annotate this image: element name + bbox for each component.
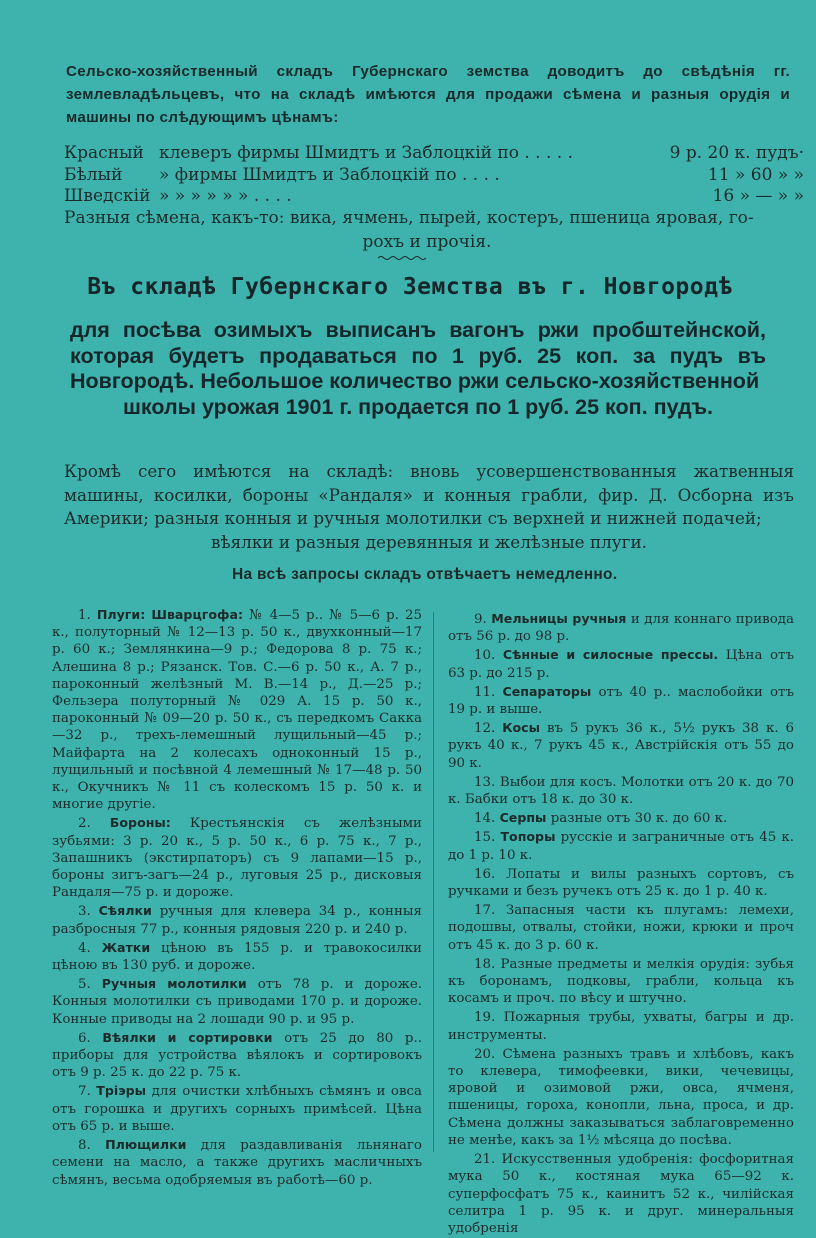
catalog-item-text: въ 5 рукъ 36 к., 5½ рукъ 38 к. 6 рукъ 40 к., 7 рукъ 45 к., Австрійскія отъ 55 до 90 к. xyxy=(448,721,795,771)
intro-paragraph: Сельско-хозяйственный складъ Губернскаго земства доводитъ до свѣдѣнія гг. землевладѣльцевъ, что на складѣ имѣются для продажи сѣмена и разныя орудія и машины по слѣдующимъ цѣнамъ: xyxy=(66,63,790,126)
catalog-item-number: 6. xyxy=(78,1030,91,1046)
rye-text: для посѣва озимыхъ выписанъ вагонъ ржи пробштейнской, которая будетъ продаваться по 1 руб. 25 коп. за пудъ въ Новгородѣ. Небольшое количество ржи сельско-хозяйственной xyxy=(70,318,766,393)
catalog-item-text: Крестьянскія съ желѣзными зубьями: 3 р. 20 к., 5 р. 50 к., 6 р. 75 к., 7 р., Запашникъ (экстирпаторъ) съ 9 лапами—15 р., бороны зигъ-загъ—24 р., луговыя 25 р., дисковыя Рандаля—75 р. и дороже. xyxy=(52,816,422,901)
catalog-item xyxy=(448,809,794,827)
price-item-price: 9 р. 20 к. пудъ· xyxy=(669,143,804,163)
catalog-item-text: разные отъ 30 к. до 60 к. xyxy=(550,811,728,827)
catalog-item-number: 13. xyxy=(474,774,496,790)
catalog-item-text: и для коннаго привода отъ 56 р. до 98 р. xyxy=(448,612,794,645)
catalog-item-text: отъ 78 р. и дороже. Конныя молотилки съ приводами 170 р. и дороже. Конные приводы на 2 лошади 90 р. и 95 р. xyxy=(52,977,422,1027)
catalog-item-text: Цѣна отъ 63 р. до 215 р. xyxy=(448,648,794,681)
catalog-item-number: 18. xyxy=(474,956,496,972)
price-item-detail: клеверъ фирмы Шмидтъ и Заблоцкій по . . . . . xyxy=(159,143,574,163)
catalog-item-title: Тріэры xyxy=(96,1083,147,1099)
catalog-item-title: Сѣнные и силосные прессы. xyxy=(502,647,719,663)
catalog-item-number: 1. xyxy=(78,608,91,623)
catalog-item-number: 8. xyxy=(78,1138,91,1154)
catalog-item-number: 21. xyxy=(474,1152,496,1168)
catalog-item-text: отъ 40 р.. маслобойки отъ 19 р. и выше. xyxy=(448,684,794,718)
catalog-item-number: 20. xyxy=(474,1046,496,1062)
price-item-price: 11 » 60 » » xyxy=(707,164,804,185)
catalog-item xyxy=(52,902,422,937)
rye-announcement xyxy=(70,318,766,420)
catalog-item xyxy=(448,901,794,954)
catalog-item-number: 5. xyxy=(78,977,91,993)
catalog-item xyxy=(448,683,794,718)
catalog-item-text: для раздавливанія льнянаго семени на масло, а также другихъ масличныхъ сѣмянъ, весьма одобряемыя въ работѣ—60 р. xyxy=(52,1138,422,1188)
besides-text: Кромѣ сего имѣются на складѣ: вновь усовершенствованныя жатвенныя машины, косилки, бороны «Рандаля» и конныя грабли, фир. Д. Осборна изъ Америки; разныя конныя и ручныя молотилки съ верхней и нижней подачей; xyxy=(64,461,794,528)
catalog-item-number: 17. xyxy=(474,903,496,919)
catalog-item-number: 10. xyxy=(474,648,496,664)
price-item-name: Красный xyxy=(64,143,144,163)
catalog-item-title: Мельницы ручныя xyxy=(491,611,627,626)
ornament-divider xyxy=(378,255,428,261)
catalog-item-text: русскіе и заграничные отъ 45 к. до 1 р. 10 к. xyxy=(448,830,794,863)
catalog-item-text: Выбои для косъ. Молотки отъ 20 к. до 70 к. Бабки отъ 18 к. до 30 к. xyxy=(448,774,794,808)
catalog-item xyxy=(448,1045,794,1149)
catalog-item xyxy=(448,865,794,900)
catalog-item xyxy=(448,646,794,681)
price-row xyxy=(64,165,804,187)
catalog-item-number: 11. xyxy=(474,684,496,700)
catalog-column-right xyxy=(448,610,794,1238)
price-row xyxy=(64,186,804,208)
column-divider xyxy=(433,612,434,1152)
catalog-item xyxy=(448,719,794,772)
catalog-item-text: цѣною въ 155 р. и травокосилки цѣною въ 130 руб. и дороже. xyxy=(52,940,422,974)
catalog-item-text: для очистки хлѣбныхъ сѣмянъ и овса отъ горошка и другихъ сорныхъ примѣсей. Цѣна отъ 65 р. и выше. xyxy=(52,1084,423,1134)
catalog-item-title: Сепараторы xyxy=(502,683,592,699)
catalog-item-number: 9. xyxy=(474,612,487,627)
rye-text-last: школы урожая 1901 г. продается по 1 руб. 25 коп. пудъ. xyxy=(122,394,714,419)
catalog-item xyxy=(52,606,422,813)
catalog-item-number: 15. xyxy=(474,830,496,846)
catalog-item-text: Лопаты и вилы разныхъ сортовъ, съ ручками и безъ ручекъ отъ 25 к. до 1 р. 40 к. xyxy=(448,866,794,900)
price-item-name: Шведскій xyxy=(64,186,151,206)
catalog-item xyxy=(52,975,422,1028)
seeds-line: Разныя сѣмена, какъ-то: вика, ячмень, пырей, костеръ, пшеница яровая, го- xyxy=(64,208,754,228)
catalog-item xyxy=(448,1150,794,1237)
catalog-item-number: 2. xyxy=(78,816,91,832)
catalog-item xyxy=(448,1008,794,1043)
catalog-item xyxy=(52,1136,422,1189)
catalog-item-title: Сѣялки xyxy=(98,903,152,919)
price-item-name: Бѣлый xyxy=(64,164,123,185)
catalog-item-text: ручныя для клевера 34 р., конныя разбросныя 77 р., конныя рядовыя 220 р. и 240 р. xyxy=(52,904,422,937)
seeds-line: рохъ и прочія. xyxy=(362,232,492,252)
catalog-item-title: Вѣялки и сортировки xyxy=(102,1029,273,1045)
catalog-item-text: Искусственныя удобренія: фосфоритная мука 50 к., костяная мука 65—92 к. суперфосфатъ 75 к., каинитъ 52 к., чилійская селитра 1 р. 95 к. и друг. минеральныя удобренія xyxy=(448,1152,794,1236)
catalog-item-title: Топоры xyxy=(500,829,556,845)
catalog-item-text: Запасныя части къ плугамъ: лемехи, подошвы, отвалы, стойки, ножи, крюки и проч отъ 45 к. до 3 р. 60 к. xyxy=(448,903,794,953)
seeds-paragraph xyxy=(64,206,780,254)
reply-notice: На всѣ запросы складъ отвѣчаетъ немедленно. xyxy=(232,566,618,583)
catalog-item-title: Косы xyxy=(502,720,541,736)
catalog-item-text: Пожарныя трубы, ухваты, багры и др. инструменты. xyxy=(448,1010,794,1043)
catalog-item xyxy=(52,1029,422,1082)
catalog-item-title: Бороны: xyxy=(109,815,171,831)
catalog-item xyxy=(448,610,794,645)
catalog-item-title: Плуги: Шварцгофа: xyxy=(96,607,244,622)
price-item-detail: » фирмы Шмидтъ и Заблоцкій по . . . . xyxy=(159,164,500,185)
catalog-item xyxy=(448,773,794,808)
catalog-item xyxy=(52,814,422,901)
catalog-item-number: 4. xyxy=(78,940,91,956)
catalog-item-title: Плющилки xyxy=(105,1137,187,1153)
price-row xyxy=(64,143,804,165)
catalog-item-text: № 4—5 р.. № 5—6 р. 25 к., полуторный № 12—13 р. 50 к., двухконный—17 р. 60 к.; Землянкина—9 р.; Федорова 8 р. 75 к.; Алешина 8 р.; Рязанск. Тов. С.—6 р. 50 к., А. 7 р., пароконный желѣзный М. В.—14 р., Д.—25 р.; Фельзера полуторный № 029 А. 15 р. 50 к., пароконный № 09—20 р. 50 к., съ передкомъ Сакка—32 р., трехъ-лемешный лущильный—45 р.; Майфарта на 2 колесахъ одноконный 15 р., лущильный и посѣвной 4 лемешный № 17—48 р. 50 к., Окучникъ № 11 съ колескомъ 15 р. 50 к. и многие другіе. xyxy=(52,608,423,813)
catalog-item-number: 19. xyxy=(474,1010,496,1026)
price-item-price: 16 » — » » xyxy=(712,186,804,206)
catalog-item-title: Серпы xyxy=(499,810,547,826)
catalog-item xyxy=(52,939,422,974)
additional-tools-paragraph xyxy=(64,460,794,554)
catalog-item-number: 7. xyxy=(78,1084,91,1100)
catalog-item xyxy=(52,1082,422,1135)
warehouse-heading: Въ складѣ Губернскаго Земства въ г. Новгородѣ xyxy=(87,274,733,300)
catalog-item-text: Разные предметы и мелкія орудія: зубья къ боронамъ, подковы, грабли, кольца къ косамъ и проч. по вѣсу и штучно. xyxy=(448,956,794,1007)
catalog-item-text: отъ 25 до 80 р.. приборы для устройства вѣялокъ и сортировокъ отъ 9 р. 25 к. до 22 р. 75 к. xyxy=(52,1030,422,1081)
catalog-item xyxy=(448,828,794,863)
catalog-column-left xyxy=(52,606,422,1190)
catalog-item-number: 12. xyxy=(474,721,496,737)
catalog-item-title: Ручныя молотилки xyxy=(101,976,247,992)
catalog-item-number: 3. xyxy=(78,904,91,920)
catalog-item-text: Сѣмена разныхъ травъ и хлѣбовъ, какъ то клевера, тимофеевки, вики, чечевицы, яровой и озимовой ржи, овса, ячменя, пшеницы, гороха, конопли, льна, проса, и др. Сѣмена должны заказываться заблаговременно не менѣе, какъ за 1½ мѣсяца до посѣва. xyxy=(448,1046,795,1148)
clover-price-table xyxy=(64,143,804,208)
catalog-item xyxy=(448,955,794,1008)
catalog-item-title: Жатки xyxy=(101,939,151,955)
besides-text-last: вѣялки и разныя деревянныя и желѣзные плуги. xyxy=(211,531,647,552)
catalog-item-number: 16. xyxy=(474,866,496,882)
catalog-item-number: 14. xyxy=(474,811,496,827)
price-item-detail: » » » » » » . . . . xyxy=(159,186,292,206)
